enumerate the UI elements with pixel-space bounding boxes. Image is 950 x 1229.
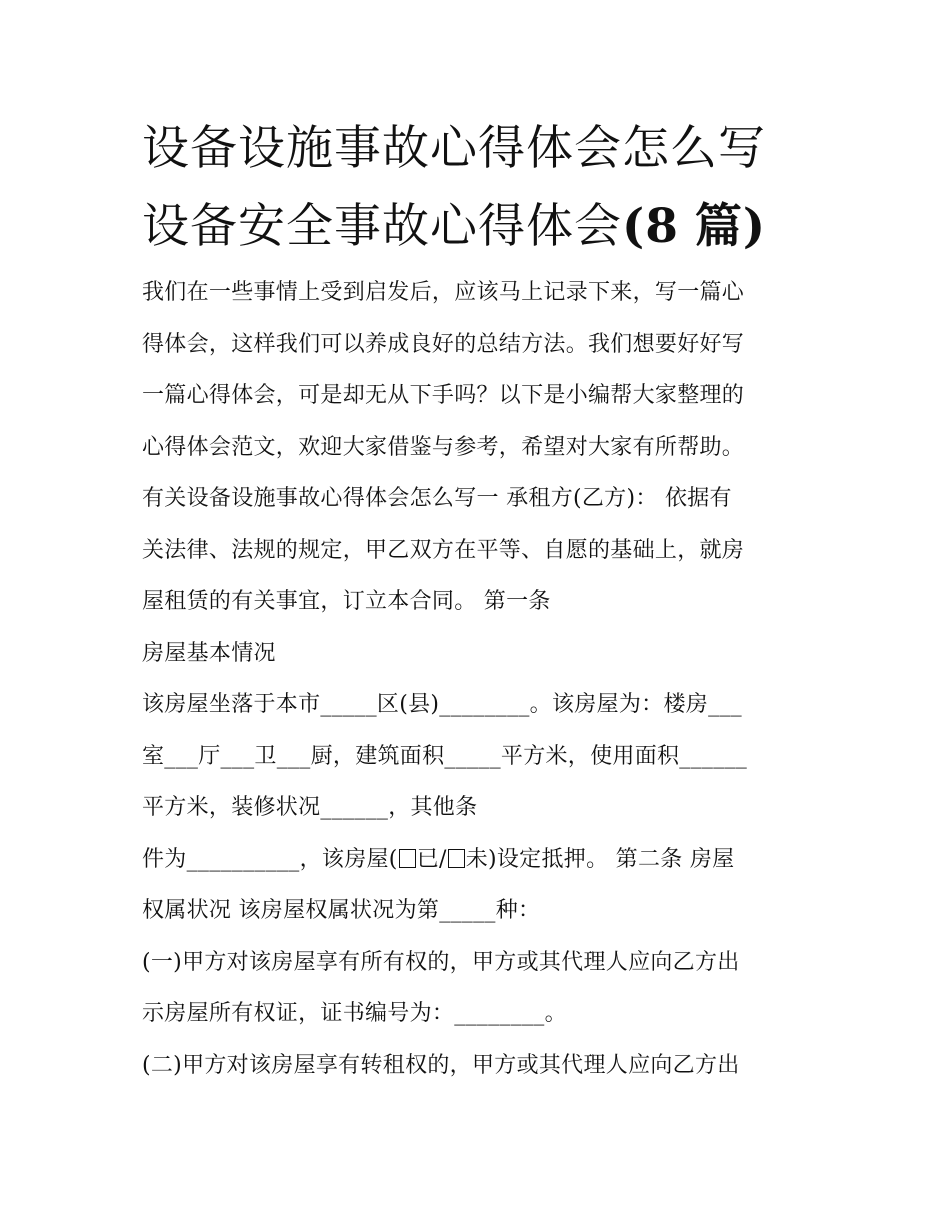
body-line-5: 有关设备设施事故心得体会怎么写一 承租方(乙方)： 依据有: [142, 486, 732, 511]
title-line-2-end: 篇): [694, 199, 767, 254]
title-line-2: [142, 188, 822, 266]
body-line-3: 一篇心得体会，可是却无从下手吗？以下是小编帮大家整理的: [142, 383, 745, 408]
body-line-12: [142, 841, 822, 879]
checkbox-square-icon: [448, 849, 465, 868]
body-line-10: 室___厅___卫___厨，建筑面积_____平方米，使用面积______: [142, 743, 748, 769]
body-line-12-part-1: 件为__________，该房屋(: [142, 846, 398, 872]
body-line-7: 屋租赁的有关事宜，订立本合同。 第一条: [142, 589, 551, 614]
title-line-2-number: (8: [622, 199, 679, 254]
document-body: [142, 274, 822, 1085]
document-page: [142, 110, 822, 1098]
body-line-14: (一)甲方对该房屋享有所有权的，甲方或其代理人应向乙方出: [142, 949, 740, 975]
body-line-8: 房屋基本情况: [142, 640, 276, 666]
body-line-12-part-2: 已/: [416, 846, 447, 872]
body-line-13: 权属状况 该房屋权属状况为第_____种：: [142, 898, 541, 923]
body-line-9: 该房屋坐落于本市_____区(县)________。该房屋为：楼房___: [142, 692, 742, 717]
body-line-15: 示房屋所有权证，证书编号为：________。: [142, 1001, 567, 1026]
title-line-1: 设备设施事故心得体会怎么写: [142, 121, 766, 176]
body-line-4: 心得体会范文，欢迎大家借鉴与参考，希望对大家有所帮助。: [142, 434, 745, 460]
title-line-2-text: 设备安全事故心得体会: [142, 199, 622, 254]
body-line-1: 我们在一些事情上受到启发后，应该马上记录下来，写一篇心: [142, 280, 745, 305]
body-line-2: 得体会，这样我们可以养成良好的总结方法。我们想要好好写: [142, 331, 745, 357]
body-line-12-part-3: 未)设定抵押。 第二条 房屋: [465, 846, 735, 872]
checkbox-square-icon: [399, 849, 416, 868]
document-title: [142, 110, 822, 266]
body-line-6: 关法律、法规的规定，甲乙双方在平等、自愿的基础上，就房: [142, 537, 745, 563]
body-line-16: (二)甲方对该房屋享有转租权的，甲方或其代理人应向乙方出: [142, 1052, 740, 1078]
body-line-11: 平方米，装修状况______，其他条: [142, 795, 478, 820]
